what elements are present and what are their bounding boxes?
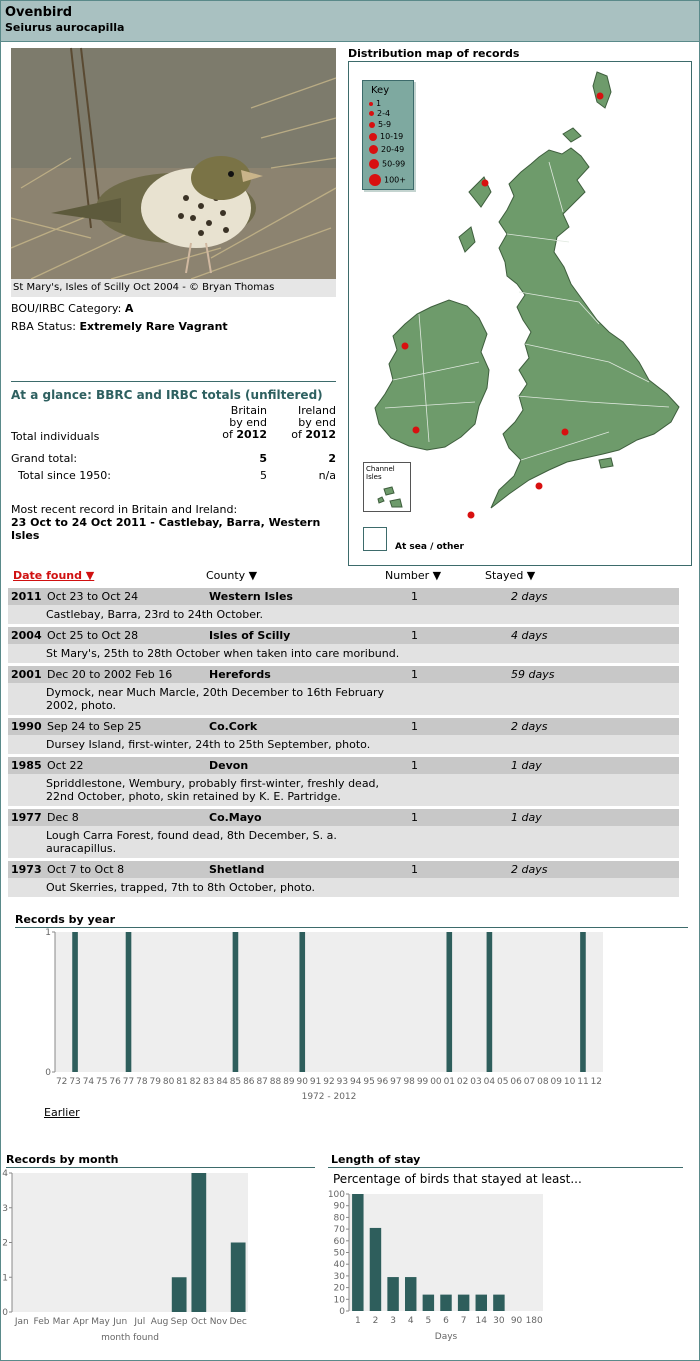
britain-col-line2: by end	[229, 416, 267, 429]
x-tick-label: 07	[523, 1077, 536, 1087]
x-tick-label: 06	[510, 1077, 522, 1087]
y-tick-label: 3	[2, 1203, 8, 1214]
bar	[580, 932, 586, 1072]
x-tick-label: 74	[82, 1077, 95, 1087]
x-tick-label: 86	[243, 1077, 255, 1087]
ireland-shape	[375, 300, 489, 450]
record-dot-mayo	[402, 343, 409, 350]
record-dot-herefords	[562, 429, 569, 436]
grand-total-britain: 5	[259, 452, 267, 465]
key-label: 10-19	[380, 132, 404, 141]
y-tick-label: 0	[339, 1307, 345, 1317]
table-row[interactable]	[8, 666, 679, 715]
x-tick-label: 87	[256, 1077, 268, 1087]
shetland-shape	[593, 72, 611, 108]
bar	[126, 932, 132, 1072]
bar	[352, 1194, 363, 1311]
record-dot-shetland	[597, 93, 604, 100]
records-by-month-chart	[0, 1168, 320, 1353]
x-tick-label: 04	[483, 1077, 496, 1087]
x-tick-label: 97	[390, 1077, 402, 1087]
x-tick-label: 96	[376, 1077, 389, 1087]
record-dot-cork	[413, 427, 420, 434]
key-label: 20-49	[381, 145, 405, 154]
records-by-year-chart	[0, 928, 700, 1102]
bar	[458, 1295, 469, 1311]
record-date: Oct 23 to Oct 24	[47, 590, 139, 603]
x-tick-label: Jan	[14, 1317, 29, 1327]
x-tick-label: 4	[407, 1316, 414, 1326]
record-county: Shetland	[209, 863, 265, 876]
x-tick-label: 30	[493, 1316, 505, 1326]
grand-total-label: Grand total:	[11, 452, 78, 465]
x-tick-label: 73	[69, 1077, 81, 1087]
sort-date-found[interactable]: Date found ▼	[13, 569, 95, 582]
length-of-stay-title: Length of stay	[331, 1153, 421, 1166]
length-of-stay-chart	[328, 1186, 698, 1356]
x-tick-label: 11	[577, 1077, 589, 1087]
record-dot-devon	[536, 483, 543, 490]
x-tick-label: 2	[372, 1316, 379, 1326]
record-year: 1990	[11, 720, 42, 733]
x-tick-label: 79	[149, 1077, 161, 1087]
y-tick-label: 80	[333, 1213, 345, 1224]
x-tick-label: 01	[443, 1077, 456, 1087]
y-tick-label: 60	[333, 1236, 345, 1247]
record-number: 1	[411, 811, 418, 824]
glance-title: At a glance: BBRC and IRBC totals (unfiltered)	[11, 381, 336, 402]
y-tick-label: 0	[45, 1068, 51, 1078]
record-description: Lough Carra Forest, found dead, 8th December, S. a. auracapillus.	[46, 829, 337, 855]
x-tick-label: 99	[416, 1077, 429, 1087]
x-tick-label: 92	[323, 1077, 335, 1087]
y-tick-label: 30	[333, 1271, 345, 1282]
x-tick-label: 10	[563, 1077, 576, 1087]
x-axis-label: 1972 - 2012	[301, 1092, 357, 1102]
channel-isles-inset[interactable]	[363, 462, 411, 512]
total-individuals-label: Total individuals	[11, 430, 100, 443]
x-tick-label: 85	[229, 1077, 242, 1087]
key-dot-icon	[369, 159, 379, 169]
table-row[interactable]	[8, 757, 679, 806]
bar	[440, 1295, 451, 1311]
y-tick-label: 0	[2, 1308, 8, 1318]
record-date: Dec 8	[47, 811, 79, 824]
length-of-stay-rule	[328, 1167, 683, 1168]
record-year: 2004	[11, 629, 42, 642]
since-1950-britain: 5	[260, 469, 267, 482]
x-axis-label: month found	[101, 1333, 159, 1343]
category-label: BOU/IRBC Category:	[11, 302, 122, 315]
y-tick-label: 4	[2, 1169, 8, 1179]
recent-record-value: 23 Oct to 24 Oct 2011 - Castlebay, Barra, Western Isles	[11, 516, 321, 542]
species-header	[1, 1, 699, 42]
ireland-column-header	[268, 405, 336, 441]
species-scientific-name: Seiurus aurocapilla	[5, 21, 125, 34]
britain-column-header	[200, 405, 267, 441]
x-tick-label: 72	[55, 1077, 68, 1087]
great-britain-shape	[491, 148, 679, 508]
record-stayed: 1 day	[511, 811, 542, 824]
map-title: Distribution map of records	[348, 47, 520, 60]
record-year: 2001	[11, 668, 42, 681]
x-tick-label: 90	[510, 1316, 523, 1326]
ireland-col-line3: of	[291, 428, 302, 441]
recent-record-label: Most recent record in Britain and Ireland:	[11, 503, 238, 516]
record-date: Dec 20 to 2002 Feb 16	[47, 668, 173, 681]
ireland-col-line2: by end	[298, 416, 336, 429]
britain-col-line3: of	[222, 428, 233, 441]
record-stayed: 2 days	[511, 720, 548, 733]
species-name: Ovenbird	[5, 5, 73, 20]
x-tick-label: 93	[336, 1077, 349, 1087]
y-tick-label: 10	[333, 1295, 345, 1306]
record-dot-western-isles	[482, 180, 489, 187]
x-tick-label: 03	[470, 1077, 482, 1087]
record-number: 1	[411, 590, 418, 603]
key-dot-icon	[369, 102, 373, 106]
bar	[233, 932, 239, 1072]
x-tick-label: 12	[590, 1077, 603, 1087]
x-tick-label: 81	[176, 1077, 188, 1087]
record-county: Western Isles	[209, 590, 293, 603]
x-tick-label: 90	[296, 1077, 308, 1087]
x-tick-label: 95	[363, 1077, 375, 1087]
record-year: 1985	[11, 759, 42, 772]
ireland-col-year: 2012	[305, 428, 336, 441]
record-description: Dymock, near Much Marcle, 20th December to 16th February 2002, photo.	[46, 686, 385, 712]
x-tick-label: Apr	[73, 1317, 89, 1327]
photo-caption: St Mary's, Isles of Scilly Oct 2004 - © Bryan Thomas	[11, 279, 336, 297]
y-tick-label: 1	[45, 928, 51, 938]
y-tick-label: 20	[333, 1283, 345, 1294]
record-county: Co.Mayo	[209, 811, 262, 824]
x-tick-label: 91	[309, 1077, 322, 1087]
bar	[191, 1173, 206, 1312]
record-description: St Mary's, 25th to 28th October when taken into care moribund.	[46, 647, 400, 660]
y-tick-label: 40	[333, 1260, 345, 1271]
plot-area	[12, 1173, 248, 1312]
at-sea-label: At sea / other	[395, 542, 464, 552]
sort-number[interactable]: Number ▼	[385, 569, 442, 582]
x-tick-label: 78	[136, 1077, 148, 1087]
key-dot-icon	[369, 111, 374, 116]
map-key-title: Key	[371, 85, 390, 96]
bar	[405, 1277, 416, 1311]
y-tick-label: 90	[333, 1201, 345, 1212]
channel-isles-label: Channel Isles	[366, 465, 395, 481]
record-stayed: 2 days	[511, 863, 548, 876]
x-tick-label: 82	[189, 1077, 202, 1087]
key-label: 5-9	[378, 120, 392, 129]
x-tick-label: 09	[550, 1077, 562, 1087]
x-tick-label: 5	[425, 1316, 432, 1326]
record-number: 1	[411, 759, 418, 772]
bar	[493, 1295, 504, 1311]
record-description: Dursey Island, first-winter, 24th to 25th September, photo.	[46, 738, 371, 751]
record-stayed: 2 days	[511, 590, 548, 603]
record-date: Sep 24 to Sep 25	[47, 720, 142, 733]
bar	[172, 1277, 187, 1312]
x-tick-label: Sep	[170, 1317, 188, 1327]
key-label: 100+	[384, 175, 406, 185]
category-value: A	[124, 302, 134, 315]
records-by-year-title: Records by year	[15, 913, 116, 926]
x-tick-label: 3	[390, 1316, 396, 1326]
key-dot-icon	[369, 145, 378, 154]
x-tick-label: 14	[475, 1316, 487, 1326]
x-tick-label: 76	[109, 1077, 121, 1087]
length-of-stay-subtitle: Percentage of birds that stayed at least...	[333, 1172, 582, 1186]
key-label: 1	[376, 99, 382, 108]
record-county: Isles of Scilly	[209, 629, 291, 642]
bird-photo[interactable]	[11, 48, 336, 279]
key-label: 50-99	[382, 159, 406, 169]
record-year: 2011	[11, 590, 42, 603]
earlier-link[interactable]: Earlier	[44, 1106, 80, 1119]
category-row	[11, 302, 133, 315]
x-tick-label: 83	[202, 1077, 215, 1087]
x-tick-label: 89	[283, 1077, 295, 1087]
record-county: Devon	[209, 759, 249, 772]
record-dot-scilly	[468, 512, 475, 519]
x-axis-label: Days	[434, 1332, 458, 1342]
record-description: Castlebay, Barra, 23rd to 24th October.	[46, 608, 264, 621]
x-tick-label: 08	[537, 1077, 549, 1087]
bar	[370, 1228, 381, 1311]
rba-value: Extremely Rare Vagrant	[79, 320, 228, 333]
key-dot-icon	[369, 122, 375, 128]
y-tick-label: 50	[333, 1248, 345, 1259]
x-tick-label: Mar	[52, 1317, 70, 1327]
record-year: 1977	[11, 811, 42, 824]
sort-stayed[interactable]: Stayed ▼	[485, 569, 536, 582]
at-sea-box	[363, 527, 387, 551]
record-number: 1	[411, 720, 418, 733]
x-tick-label: 05	[497, 1077, 509, 1087]
x-tick-label: Jun	[113, 1317, 128, 1327]
record-description: Spriddlestone, Wembury, probably first-winter, freshly dead, 22nd October, photo, skin retained by K. E. Partridge.	[46, 777, 380, 803]
table-row[interactable]	[8, 861, 679, 897]
x-tick-label: May	[91, 1317, 110, 1327]
records-by-month-title: Records by month	[6, 1153, 119, 1166]
britain-col-year: 2012	[236, 428, 267, 441]
bar	[299, 932, 305, 1072]
bar	[446, 932, 452, 1072]
y-tick-label: 1	[2, 1273, 8, 1284]
y-tick-label: 100	[327, 1190, 345, 1200]
bar	[487, 932, 493, 1072]
x-tick-label: Jul	[134, 1317, 146, 1327]
record-date: Oct 7 to Oct 8	[47, 863, 125, 876]
table-row[interactable]	[8, 718, 679, 754]
key-dot-icon	[369, 174, 381, 186]
bar	[387, 1277, 398, 1311]
y-tick-label: 2	[2, 1238, 8, 1249]
grand-total-ireland: 2	[328, 452, 336, 465]
record-year: 1973	[11, 863, 42, 876]
x-tick-label: 1	[354, 1316, 361, 1326]
record-county: Co.Cork	[209, 720, 258, 733]
since-1950-ireland: n/a	[318, 469, 336, 482]
map-key	[362, 80, 414, 190]
x-tick-label: Feb	[33, 1317, 50, 1327]
key-dot-icon	[369, 133, 377, 141]
x-tick-label: 88	[269, 1077, 282, 1087]
x-tick-label: Dec	[229, 1317, 247, 1327]
sort-county[interactable]: County ▼	[206, 569, 258, 582]
x-tick-label: 75	[96, 1077, 108, 1087]
record-description: Out Skerries, trapped, 7th to 8th October, photo.	[46, 881, 315, 894]
x-tick-label: 80	[162, 1077, 175, 1087]
x-tick-label: 180	[525, 1316, 543, 1326]
record-date: Oct 22	[47, 759, 84, 772]
britain-col-line1: Britain	[230, 404, 267, 417]
table-row[interactable]	[8, 809, 679, 858]
ireland-col-line1: Ireland	[297, 404, 336, 417]
record-county: Herefords	[209, 668, 271, 681]
x-tick-label: Oct	[191, 1317, 207, 1327]
bar	[423, 1295, 434, 1311]
x-tick-label: 94	[350, 1077, 362, 1087]
record-number: 1	[411, 629, 418, 642]
key-label: 2-4	[377, 109, 391, 118]
bar	[231, 1243, 246, 1313]
x-tick-label: 84	[216, 1077, 228, 1087]
x-tick-label: Aug	[150, 1317, 169, 1327]
bar	[476, 1295, 487, 1311]
record-number: 1	[411, 863, 418, 876]
record-number: 1	[411, 668, 418, 681]
bar	[72, 932, 78, 1072]
record-date: Oct 25 to Oct 28	[47, 629, 139, 642]
table-row[interactable]	[8, 627, 679, 663]
x-tick-label: 98	[403, 1077, 415, 1087]
x-tick-label: 02	[456, 1077, 469, 1087]
x-tick-label: 00	[430, 1077, 442, 1087]
since-1950-label: Total since 1950:	[18, 469, 111, 482]
record-stayed: 59 days	[511, 668, 555, 681]
rba-label: RBA Status:	[11, 320, 76, 333]
x-tick-label: Nov	[209, 1317, 228, 1327]
record-stayed: 4 days	[511, 629, 548, 642]
record-stayed: 1 day	[511, 759, 542, 772]
rba-row	[11, 320, 228, 333]
x-tick-label: 77	[122, 1077, 135, 1087]
x-tick-label: 6	[443, 1316, 449, 1326]
table-row[interactable]	[8, 588, 679, 624]
x-tick-label: 7	[460, 1316, 467, 1326]
y-tick-label: 70	[333, 1225, 345, 1236]
plot-area	[55, 932, 603, 1072]
